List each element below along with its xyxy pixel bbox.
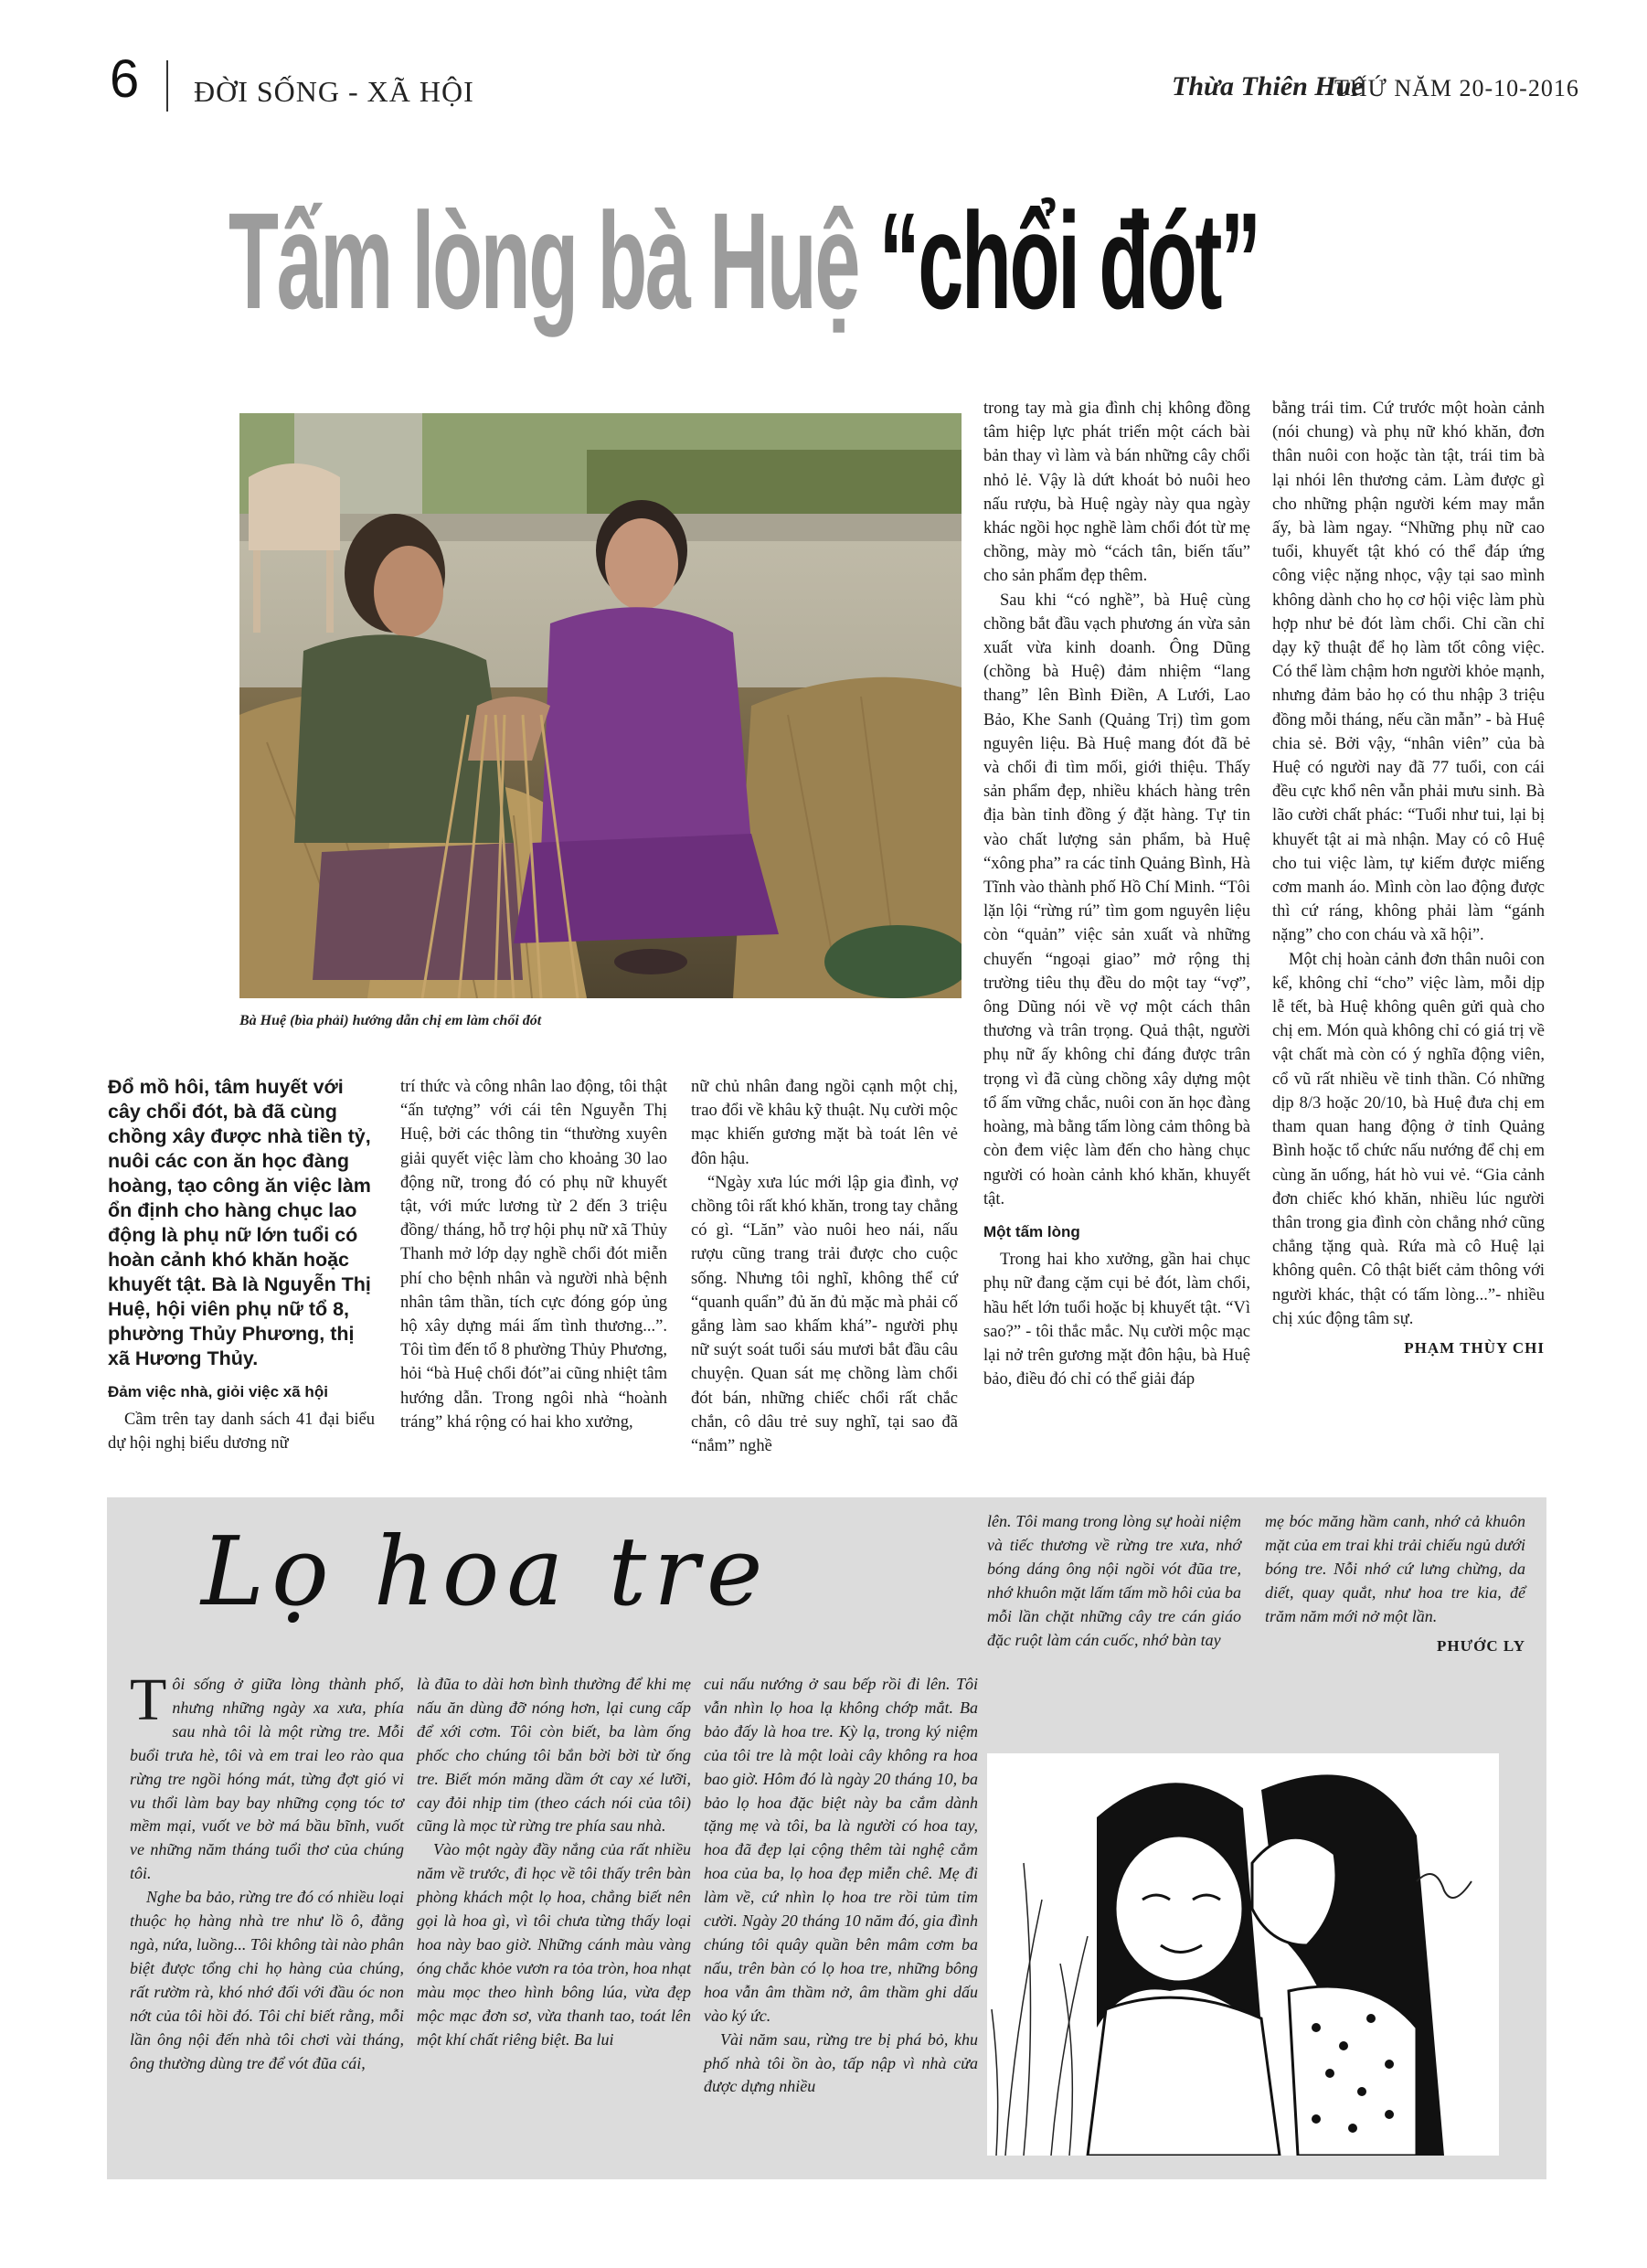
paragraph: lên. Tôi mang trong lòng sự hoài niệm và tiếc thương về rừng tre xưa, nhớ bóng dáng ông nội ngồi vót đũa tre, nhớ khuôn mặt lấm tấm mồ hôi của ba mỗi lần chặt những cây tre cán giáo đặc ruột làm cán cuốc, nhớ bàn tay — [987, 1512, 1241, 1649]
paragraph: trong tay mà gia đình chị không đồng tâm hiệp lực phát triển một cách bài bản thay vì làm và bán những cây chổi nhỏ lẻ. Vậy là dứt khoát bỏ nuôi heo nấu rượu, bà Huệ ngày này qua ngày khác ngồi học nghề làm chổi đót từ mẹ chồng, mày mò “cách tân, biến tấu” cho sản phẩm đẹp thêm. — [983, 399, 1250, 586]
section-title: ĐỜI SỐNG - XÃ HỘI — [194, 75, 474, 108]
paragraph: “Ngày xưa lúc mới lập gia đình, vợ chồng tôi rất khó khăn, trong tay chẳng có gì. “Lăn” vào nuôi heo nái, nấu rượu cũng trang trải được cho cuộc sống. Nhưng tôi nghĩ, không thể cứ “quanh quẩn” đủ ăn đủ mặc mà phải cố gắng làm sao khấm khá”- người phụ nữ suýt soát tuổi sáu mươi bắt đầu câu chuyện. Quan sát mẹ chồng làm chổi đót bán, những chiếc chổi rất chắc chắn, cô dâu trẻ suy nghĩ, tại sao đã “nắm” nghề — [691, 1173, 958, 1456]
header-divider — [166, 60, 168, 112]
subhead-mot-tam-long: Một tấm lòng — [983, 1222, 1080, 1240]
paragraph: ôi sống ở giữa lòng thành phố, nhưng những ngày xa xưa, phía sau nhà tôi là một rừng tre. Mỗi buổi trưa hè, tôi và em trai leo rào qua rừng tre ngồi hóng mát, từng đợt gió vi vu thổi làm bay bay những cọng tóc tơ mềm mại, vuốt ve bờ má bầu bĩnh, vuốt ve những năm tháng tuổi thơ của chúng tôi. — [130, 1675, 404, 1883]
article1-column-2 — [400, 1075, 667, 1434]
paragraph: mẹ bóc măng hầm canh, nhớ cả khuôn mặt của em trai khi trải chiếu ngủ dưới bóng tre. Nỗi nhớ cứ lưng chừng, da diết, quay quắt, như hoa tre kia, để trăm năm mới nở một lần. — [1265, 1512, 1525, 1625]
byline: PHƯỚC LY — [1437, 1636, 1525, 1655]
headline-part-2: “chổi đót” — [878, 184, 1259, 337]
photo-caption: Bà Huệ (bìa phải) hướng dẫn chị em làm chổi đót — [239, 1013, 542, 1028]
paragraph: cui nấu nướng ở sau bếp rồi đi lên. Tôi vẫn nhìn lọ hoa lạ không chớp mắt. Ba bảo đấy là hoa tre. Kỳ lạ, trong ký niệm của tôi tre là một loài cây không ra hoa bao giờ. Hôm đó là ngày 20 tháng 10, ba bảo lọ hoa đặc biệt này ba cắm dành tặng mẹ và tôi, ba là người có hoa tay, hoa đã đẹp lại cộng thêm tài nghệ cắm hoa của ba, lọ hoa đẹp miễn chê. Mẹ đi làm về, cứ nhìn lọ hoa tre rồi tủm tỉm cười. Ngày 20 tháng 10 năm đó, gia đình chúng tôi quây quần bên mâm cơm ba nấu, trên bàn có lọ hoa tre, những bông hoa vẫn âm thầm nở, âm thầm ghi dấu vào ký ức. — [704, 1675, 978, 2025]
article1-column-4 — [983, 397, 1250, 1391]
article-lead: Đổ mồ hôi, tâm huyết với cây chổi đót, bà đã cùng chồng xây được nhà tiền tỷ, nuôi các con ăn học đàng hoàng, tạo công ăn việc làm ổn định cho hàng chục lao động là phụ nữ lớn tuổi có hoàn cảnh khó khăn hoặc khuyết tật. Bà là Nguyễn Thị Huệ, hội viên phụ nữ tổ 8, phường Thủy Phương, thị xã Hương Thủy. — [108, 1076, 371, 1369]
page-number: 6 — [110, 49, 140, 109]
article2-title: Lọ hoa tre — [201, 1516, 770, 1627]
subhead-dam-viec-nha: Đảm việc nhà, giỏi việc xã hội — [108, 1383, 328, 1400]
drop-cap: T — [130, 1666, 167, 1733]
article1-column-1 — [108, 1075, 375, 1456]
paragraph: Nghe ba bảo, rừng tre đó có nhiều loại thuộc họ hàng nhà tre như lồ ô, đằng ngà, nứa, luồng... Tôi không tài nào phân biệt được tổng chi họ hàng của chúng, rất rườm rà, khó nhớ đối với đầu óc non nớt của tôi hồi đó. Tôi chỉ biết rằng, mỗi lần ông nội đến nhà tôi chơi vài tháng, ông thường dùng tre để vót đũa cái, — [130, 1888, 404, 2072]
byline: PHẠM THÙY CHI — [1404, 1338, 1545, 1357]
illustration-sketch — [987, 1753, 1499, 2156]
paragraph: Vào một ngày đầy nắng của rất nhiều năm về trước, đi học về tôi thấy trên bàn phòng khách một lọ hoa, chẳng biết nên gọi là hoa gì, vì tôi chưa từng thấy loại hoa này bao giờ. Những cánh màu vàng óng chắc khỏe vươn ra tỏa tròn, hoa nhạt màu mọc theo hình bông lúa, vừa đẹp mộc mạc đơn sơ, vừa thanh tao, toát lên một khí chất riêng biệt. Ba lui — [417, 1840, 691, 2049]
masthead: Thừa Thiên Huế — [1172, 71, 1364, 101]
article1-column-3 — [691, 1075, 958, 1458]
article2-column-2 — [417, 1673, 691, 2052]
article1-column-5 — [1272, 397, 1545, 1360]
paragraph: bằng trái tim. Cứ trước một hoàn cảnh (nói chung) và phụ nữ khó khăn, đơn thân nuôi con hoặc tàn tật, trái tim bà lại nhói lên thương cảm. Làm được gì cho những phận người kém may mắn ấy, bà làm ngay. “Những phụ nữ cao tuổi, khuyết tật khó có thể đáp ứng công việc nặng nhọc, vậy tại sao mình không dành cho họ cơ hội việc làm phù hợp như bẻ đót làm chổi. Chỉ cần chỉ dạy kỹ thuật để họ làm tốt công việc. Có thể làm chậm hơn người khỏe mạnh, nhưng đảm bảo họ có thu nhập 3 triệu đồng mỗi tháng, nếu cần mẫn” - bà Huệ chia sẻ. Bởi vậy, “nhân viên” của bà Huệ có người nay đã 77 tuổi, con cái đều cực khổ nên vẫn phải mưu sinh. Bà lão cười chất phác: “Tuổi như tui, lại bị khuyết tật ai mà nhận. May có cô Huệ cho tui việc làm, tự kiếm được miếng cơm manh áo. Mình còn lao động được thì cứ ráng, không phải làm “gánh nặng” cho con cháu và xã hội”. — [1272, 399, 1545, 945]
article2-column-5 — [1265, 1510, 1525, 1657]
headline-part-1: Tấm lòng bà Huệ — [228, 184, 879, 337]
sketch-girl-and-child — [987, 1753, 1499, 2156]
paragraph: Sau khi “có nghề”, bà Huệ cùng chồng bắt đầu vạch phương án vừa sản xuất vừa kinh doanh. Ông Dũng (chồng bà Huệ) đảm nhiệm “lang thang” lên Bình Điền, A Lưới, Lao Bảo, Khe Sanh (Quảng Trị) tìm gom nguyên liệu. Bà Huệ mang đót đã bẻ và chổi đi tìm mối, giới thiệu. Thấy sản phẩm đẹp, nhiều khách hàng trên địa bàn tỉnh đồng ý đặt hàng. Tự tin vào chất lượng sản phẩm, bà Huệ “xông pha” ra các tỉnh Quảng Bình, Hà Tĩnh vào thành phố Hồ Chí Minh. “Tôi lặn lội “rừng rú” tìm gom nguyên liệu còn “quản” việc sản xuất và những chuyến “ngoại giao” mở rộng thị trường tiêu thụ đều do một tay “vợ”, ông Dũng nói về vợ một cách thân thương và trân trọng. Quả thật, người phụ nữ ấy không chỉ đáng được trân trọng vì đã cùng chồng xây dựng một tổ ấm vững chắc, nuôi con ăn học đàng hoàng, mà bằng tấm lòng cảm thông bà còn đem việc làm đến cho hàng chục người có hoàn cảnh khó khăn, khuyết tật. — [983, 591, 1250, 1209]
paragraph: Vài năm sau, rừng tre bị phá bỏ, khu phố nhà tôi ồn ào, tấp nập vì nhà cửa được dựng nhiều — [704, 2029, 978, 2096]
paragraph: nữ chủ nhân đang ngồi cạnh một chị, trao đổi về khâu kỹ thuật. Nụ cười mộc mạc khiến gương mặt bà toát lên vẻ đôn hậu. — [691, 1078, 958, 1168]
article2-column-1 — [130, 1666, 404, 2075]
publication-date: THỨ NĂM 20-10-2016 — [1334, 75, 1579, 101]
article2-column-3 — [704, 1673, 978, 2099]
headline — [228, 183, 1259, 338]
photo-two-women-making-brooms — [239, 413, 962, 998]
article2-column-4 — [987, 1510, 1241, 1652]
article-photo — [239, 413, 962, 998]
paragraph: Cầm trên tay danh sách 41 đại biểu dự hội nghị biểu dương nữ — [108, 1411, 375, 1453]
paragraph: Trong hai kho xưởng, gần hai chục phụ nữ đang cặm cụi bẻ đót, làm chổi, hầu hết lớn tuổi hoặc bị khuyết tật. “Vì sao?” - tôi thắc mắc. Nụ cười mộc mạc lại nở trên gương mặt đôn hậu, bà Huệ bảo, điều đó chỉ có thể giải đáp — [983, 1251, 1250, 1390]
paragraph: trí thức và công nhân lao động, tôi thật “ấn tượng” với cái tên Nguyễn Thị Huệ, bởi các thông tin “thường xuyên giải quyết việc làm cho khoảng 30 lao động nữ, trong đó có phụ nữ khuyết tật, với mức lương từ 2 đến 3 triệu đồng/ tháng, hỗ trợ hội phụ nữ xã Thủy Thanh mở lớp dạy nghề chổi đót miễn phí cho bệnh nhân và người nhà bệnh nhân tâm thần, tích cực đóng góp ủng hộ xây dựng mái ấm tình thương...”. Tôi tìm đến tổ 8 phường Thủy Phương, hỏi “bà Huệ chổi đót”ai cũng nhiệt tâm hướng dẫn. Trong ngôi nhà “hoành tráng” khá rộng có hai kho xưởng, — [400, 1078, 667, 1432]
paragraph: Một chị hoàn cảnh đơn thân nuôi con kể, không chỉ “cho” việc làm, mỗi dịp lễ tết, bà Huệ không quên gửi quà cho chị em. Món quà không chỉ có giá trị về vật chất mà còn có ý nghĩa động viên, cổ vũ rất nhiều về tinh thần. Có những dịp 8/3 hoặc 20/10, bà Huệ đưa chị em tham quan hang động ở tỉnh Quảng Bình hoặc tổ chức nấu nướng để chị em cùng ăn uống, hát hò vui vẻ. “Gia cảnh đơn chiếc khó khăn, nhiều lúc người thân trong gia đình còn chẳng nhớ cũng chẳng tặng quà. Rứa mà cô Huệ lại không quên. Cô thật biết cảm thông với người khác, thật có tấm lòng...”- nhiều chị xúc động tâm sự. — [1272, 950, 1545, 1328]
paragraph: là đũa to dài hơn bình thường để khi mẹ nấu ăn dùng đỡ nóng hơn, lại cung cấp để xới cơm. Tôi còn biết, ba làm ống phốc cho chúng tôi bắn bời bời từ ống tre. Biết món măng dầm ớt cay xé lưỡi, cay đỏi nhịp tim (theo cách nói của tôi) cũng là mọc từ rừng tre phía sau nhà. — [417, 1675, 691, 1836]
